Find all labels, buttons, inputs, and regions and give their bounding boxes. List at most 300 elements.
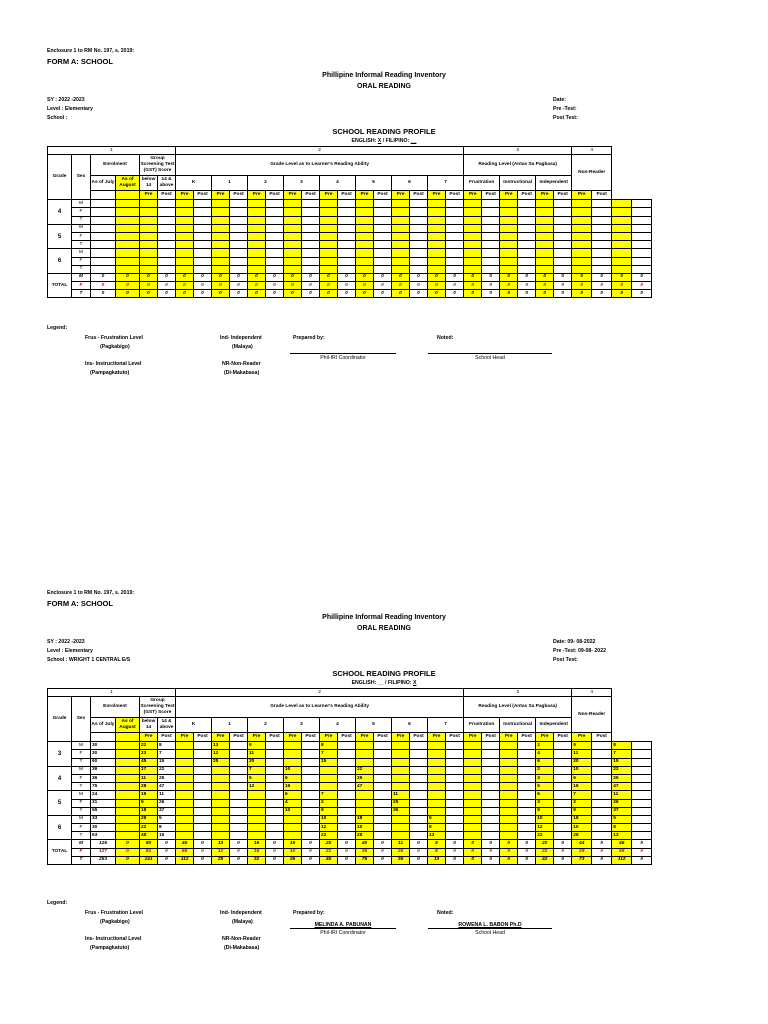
value-cell (212, 224, 230, 232)
value-cell (572, 265, 592, 273)
enrolment-header: Enrolment (91, 697, 140, 718)
total-value-cell: 0 (500, 848, 518, 856)
value-cell (410, 208, 428, 216)
value-cell (410, 774, 428, 782)
pre-header: Pre (248, 733, 266, 742)
legend-independent: Ind- Independent (220, 910, 262, 916)
value-cell (592, 815, 612, 823)
value-cell: 15 (320, 758, 338, 766)
value-cell (428, 783, 446, 791)
value-cell (158, 241, 176, 249)
value-cell (302, 824, 320, 832)
value-cell (158, 265, 176, 273)
value-cell: 23 (140, 750, 158, 758)
value-cell (320, 766, 338, 774)
enrolment-header: Enrolment (91, 155, 140, 176)
value-cell (338, 208, 356, 216)
value-cell (482, 249, 500, 257)
value-cell: 22 (536, 832, 554, 840)
value-cell (554, 815, 572, 823)
value-cell (464, 774, 482, 782)
value-cell (176, 832, 194, 840)
value-cell (464, 742, 482, 750)
value-cell (158, 216, 176, 224)
total-value-cell: 0 (116, 856, 140, 864)
blank-cell (91, 733, 116, 742)
value-cell (320, 265, 338, 273)
value-cell: 11 (612, 791, 632, 799)
value-cell (284, 750, 302, 758)
value-cell (302, 241, 320, 249)
value-cell: 8 (320, 742, 338, 750)
post-header: Post (592, 733, 612, 742)
value-cell (592, 824, 612, 832)
value-cell (374, 232, 392, 240)
value-cell (266, 815, 284, 823)
post-header: Post (302, 191, 320, 200)
value-cell (612, 200, 632, 208)
value-cell (500, 257, 518, 265)
level-6-header: 6 (392, 176, 428, 191)
value-cell (356, 742, 374, 750)
legend-instructional: Ins- Instructional Level (85, 936, 142, 942)
pre-header: Pre (356, 191, 374, 200)
value-cell: 17 (140, 766, 158, 774)
value-cell: 28 (356, 832, 374, 840)
value-cell: 37 (158, 807, 176, 815)
sex-cell: F (72, 257, 91, 265)
value-cell (482, 832, 500, 840)
value-cell (116, 232, 140, 240)
value-cell (212, 265, 230, 273)
total-value-cell: 0 (194, 856, 212, 864)
value-cell (428, 750, 446, 758)
sex-cell: M (72, 249, 91, 257)
value-cell: 2 (320, 799, 338, 807)
value-cell (554, 241, 572, 249)
table-row (48, 750, 736, 758)
group-1-label: 1 (48, 147, 176, 155)
total-value-cell: 0 (632, 848, 652, 856)
value-cell (554, 824, 572, 832)
total-value-cell: 0 (284, 290, 302, 298)
value-cell (554, 257, 572, 265)
value-cell (482, 766, 500, 774)
value-cell (302, 766, 320, 774)
total-value-cell: 0 (464, 848, 482, 856)
value-cell (554, 832, 572, 840)
value-cell (356, 232, 374, 240)
value-cell (176, 232, 194, 240)
total-value-cell: 0 (338, 856, 356, 864)
post-header: Post (374, 191, 392, 200)
value-cell (158, 257, 176, 265)
value-cell (194, 758, 212, 766)
total-value-cell: 0 (464, 840, 482, 848)
value-cell (464, 241, 482, 249)
level-7-header: 7 (428, 718, 464, 733)
value-cell (266, 774, 284, 782)
group-4-label: 4 (572, 689, 612, 697)
group-4-label: 4 (572, 147, 612, 155)
legend-non-reader-sub: (Di-Makabasa) (224, 945, 260, 951)
value-cell: 36 (392, 807, 410, 815)
total-value-cell: 0 (116, 848, 140, 856)
value-cell (392, 758, 410, 766)
value-cell (500, 224, 518, 232)
value-cell (536, 200, 554, 208)
post-header: Post (266, 733, 284, 742)
value-cell (392, 832, 410, 840)
value-cell (91, 241, 116, 249)
value-cell (374, 208, 392, 216)
value-cell (176, 216, 194, 224)
value-cell (212, 783, 230, 791)
value-cell (554, 807, 572, 815)
table-row (48, 758, 736, 766)
value-cell (91, 208, 116, 216)
post-header: Post (194, 191, 212, 200)
sex-cell: F (72, 824, 91, 832)
value-cell (554, 208, 572, 216)
total-value-cell: 0 (284, 273, 302, 281)
value-cell (212, 791, 230, 799)
value-cell (194, 241, 212, 249)
value-cell: 24 (91, 791, 116, 799)
table-row (48, 155, 736, 176)
total-value-cell: 16 (248, 848, 266, 856)
total-value-cell: 0 (592, 848, 612, 856)
sex-cell: M (72, 791, 91, 799)
value-cell: 12 (212, 750, 230, 758)
value-cell (140, 208, 158, 216)
total-value-cell: 0 (572, 290, 592, 298)
form-title: FORM A: SCHOOL (47, 57, 113, 66)
value-cell (374, 742, 392, 750)
total-value-cell: 0 (500, 840, 518, 848)
value-cell: 48 (140, 832, 158, 840)
pre-header: Pre (428, 191, 446, 200)
value-cell (266, 265, 284, 273)
post-header: Post (266, 191, 284, 200)
coordinator-signature-line (290, 353, 396, 354)
value-cell (500, 742, 518, 750)
value-cell (554, 799, 572, 807)
value-cell (266, 824, 284, 832)
total-value-cell: 0 (140, 290, 158, 298)
value-cell: 75 (91, 783, 116, 791)
table-row (48, 807, 736, 815)
value-cell (632, 758, 652, 766)
value-cell: 7 (248, 766, 266, 774)
value-cell: 18 (572, 815, 592, 823)
value-cell (392, 208, 410, 216)
english-label: ENGLISH: (351, 138, 378, 144)
value-cell (338, 783, 356, 791)
total-value-cell: 0 (338, 282, 356, 290)
value-cell: 15 (612, 758, 632, 766)
value-cell (410, 815, 428, 823)
value-cell (302, 815, 320, 823)
value-cell (554, 758, 572, 766)
value-cell (464, 824, 482, 832)
value-cell: 12 (536, 824, 554, 832)
value-cell (410, 824, 428, 832)
table-row (48, 249, 736, 257)
sex-header: Sex (72, 155, 91, 200)
value-cell (446, 750, 464, 758)
legend-non-reader-sub: (Di-Makabasa) (224, 370, 260, 376)
grade-cell: 4 (48, 200, 72, 225)
value-cell (212, 257, 230, 265)
value-cell (464, 232, 482, 240)
value-cell (374, 815, 392, 823)
total-value-cell: 0 (194, 848, 212, 856)
total-value-cell: 0 (500, 856, 518, 864)
value-cell (482, 742, 500, 750)
value-cell (140, 265, 158, 273)
value-cell (176, 265, 194, 273)
total-value-cell: 0 (392, 282, 410, 290)
value-cell: 10 (356, 824, 374, 832)
value-cell (410, 249, 428, 257)
value-cell (446, 766, 464, 774)
as-of-august-header: As of August (116, 176, 140, 191)
total-value-cell: 0 (194, 282, 212, 290)
total-value-cell: 0 (464, 273, 482, 281)
value-cell (230, 758, 248, 766)
value-cell: 16 (572, 783, 592, 791)
total-value-cell: 0 (230, 273, 248, 281)
value-cell (91, 232, 116, 240)
value-cell (500, 783, 518, 791)
value-cell (194, 807, 212, 815)
value-cell (284, 208, 302, 216)
total-value-cell: 0 (500, 282, 518, 290)
value-cell: 6 (536, 791, 554, 799)
value-cell (446, 799, 464, 807)
value-cell (266, 791, 284, 799)
value-cell (632, 774, 652, 782)
value-cell (140, 200, 158, 208)
value-cell (632, 799, 652, 807)
table-row (48, 733, 736, 742)
value-cell (248, 265, 266, 273)
value-cell (176, 208, 194, 216)
table-row (48, 191, 736, 200)
value-cell (266, 216, 284, 224)
value-cell: 4 (284, 799, 302, 807)
value-cell (194, 832, 212, 840)
school-year: SY : 2022 -2023 (47, 639, 85, 645)
total-value-cell: 0 (554, 848, 572, 856)
value-cell (374, 832, 392, 840)
table-row (48, 718, 736, 733)
total-value-cell: 0 (410, 282, 428, 290)
level-5-header: 5 (356, 176, 392, 191)
value-cell (176, 241, 194, 249)
value-cell (248, 208, 266, 216)
pretest-date: Pre -Test: (553, 106, 577, 112)
value-cell (482, 200, 500, 208)
value-cell: 15 (158, 758, 176, 766)
value-cell: 12 (248, 783, 266, 791)
value-cell (212, 807, 230, 815)
sex-cell: M (72, 815, 91, 823)
legend-frustration: Frus - Frustration Level (85, 335, 143, 341)
value-cell: 6 (284, 791, 302, 799)
pre-header: Pre (500, 191, 518, 200)
value-cell (500, 265, 518, 273)
value-cell (374, 766, 392, 774)
value-cell (410, 783, 428, 791)
value-cell (338, 824, 356, 832)
value-cell (632, 265, 652, 273)
pre-header: Pre (176, 191, 194, 200)
sex-cell: T (72, 241, 91, 249)
value-cell: 5 (140, 799, 158, 807)
total-value-cell: 0 (536, 290, 554, 298)
value-cell (374, 750, 392, 758)
value-cell: 19 (140, 791, 158, 799)
value-cell (518, 758, 536, 766)
value-cell (302, 257, 320, 265)
value-cell (410, 750, 428, 758)
value-cell (392, 815, 410, 823)
value-cell (428, 200, 446, 208)
value-cell (212, 200, 230, 208)
value-cell (500, 208, 518, 216)
total-value-cell: 0 (632, 856, 652, 864)
sex-cell: F (72, 208, 91, 216)
value-cell (464, 200, 482, 208)
value-cell (116, 815, 140, 823)
value-cell: 9 (248, 742, 266, 750)
value-cell (518, 216, 536, 224)
post-header: Post (410, 733, 428, 742)
value-cell (464, 783, 482, 791)
table-row (48, 265, 736, 273)
value-cell (374, 774, 392, 782)
value-cell (116, 750, 140, 758)
total-value-cell: 0 (482, 282, 500, 290)
value-cell (592, 807, 612, 815)
value-cell (158, 249, 176, 257)
total-value-cell: 0 (500, 290, 518, 298)
value-cell (518, 783, 536, 791)
value-cell (612, 232, 632, 240)
total-value-cell: 0 (158, 840, 176, 848)
value-cell: 10 (572, 766, 592, 774)
total-value-cell: 0 (428, 273, 446, 281)
total-value-cell: 0 (302, 848, 320, 856)
form-a-school-bottom (0, 580, 768, 960)
value-cell (248, 832, 266, 840)
value-cell (500, 200, 518, 208)
value-cell (302, 200, 320, 208)
14-above-header: 14 & above (158, 176, 176, 191)
total-value-cell: 0 (266, 856, 284, 864)
value-cell (302, 265, 320, 273)
value-cell (320, 249, 338, 257)
value-cell (194, 208, 212, 216)
total-value-cell: 0 (320, 282, 338, 290)
value-cell (302, 799, 320, 807)
value-cell (302, 832, 320, 840)
value-cell (392, 241, 410, 249)
legend-instructional-sub: (Pampagkatuto) (90, 945, 130, 951)
total-value-cell: 0 (554, 840, 572, 848)
reading-level-header: Reading Level (Antas Sa Pagbasa) (464, 697, 572, 718)
value-cell (572, 232, 592, 240)
value-cell (248, 257, 266, 265)
value-cell (428, 249, 446, 257)
value-cell: 37 (612, 807, 632, 815)
value-cell (500, 750, 518, 758)
value-cell (91, 216, 116, 224)
value-cell (116, 791, 140, 799)
value-cell: 7 (612, 750, 632, 758)
total-value-cell: 0 (410, 290, 428, 298)
value-cell (338, 241, 356, 249)
blank-cell (116, 191, 140, 200)
table-row (48, 200, 736, 208)
value-cell (410, 224, 428, 232)
legend-independent: Ind- Independent (220, 335, 262, 341)
total-value-cell: 0 (176, 290, 194, 298)
value-cell (320, 208, 338, 216)
value-cell: 8 (428, 824, 446, 832)
table-row (48, 783, 736, 791)
level-4-header: 4 (320, 718, 356, 733)
value-cell (428, 766, 446, 774)
value-cell (356, 257, 374, 265)
value-cell (248, 815, 266, 823)
value-cell (116, 832, 140, 840)
total-value-cell: 0 (446, 856, 464, 864)
total-value-cell: 0 (140, 282, 158, 290)
school-head-role: School Head (475, 355, 505, 361)
value-cell: 9 (536, 807, 554, 815)
language-line (0, 680, 768, 686)
value-cell (500, 815, 518, 823)
value-cell (176, 807, 194, 815)
value-cell (446, 742, 464, 750)
group-2-label: 2 (176, 689, 464, 697)
value-cell (248, 807, 266, 815)
value-cell (446, 758, 464, 766)
below-14-header: below 14 (140, 718, 158, 733)
post-header: Post (592, 191, 612, 200)
value-cell (212, 249, 230, 257)
grade-level-ability-header: Grade Level as to Learner's Reading Ability (176, 697, 464, 718)
value-cell (410, 807, 428, 815)
value-cell: 25 (356, 774, 374, 782)
value-cell (592, 224, 612, 232)
total-value-cell: 0 (518, 856, 536, 864)
value-cell (464, 249, 482, 257)
value-cell (248, 232, 266, 240)
total-value-cell: 0 (140, 273, 158, 281)
value-cell: 10 (284, 766, 302, 774)
value-cell: 22 (320, 832, 338, 840)
total-value-cell: 0 (374, 273, 392, 281)
total-value-cell: 0 (482, 856, 500, 864)
value-cell (428, 208, 446, 216)
value-cell (302, 232, 320, 240)
value-cell (230, 832, 248, 840)
value-cell (194, 265, 212, 273)
